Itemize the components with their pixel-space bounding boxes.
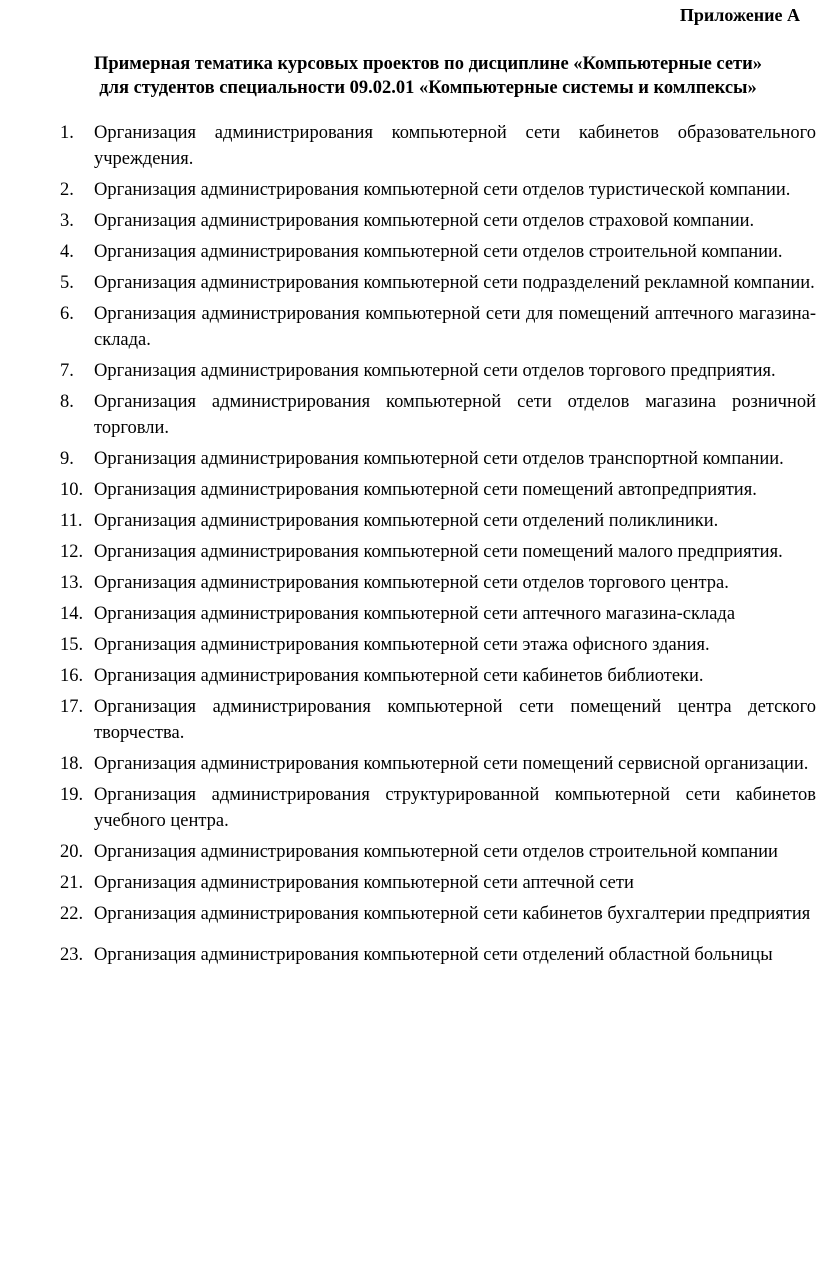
list-item [0,694,816,746]
list-item-text: Организация администрирования компьютерной сети отделов страховой компании. [94,211,755,231]
list-item-number: 4. [60,242,74,262]
list-item [0,239,816,265]
list-item-number: 23. [60,945,84,965]
list-item-number: 1. [60,123,74,143]
list-item-number: 11. [60,511,83,531]
list-item-text: Организация администрирования компьютерной сети помещений автопредприятия. [94,480,757,500]
list-item-text: Организация администрирования компьютерной сети помещений малого предприятия. [94,542,783,562]
list-item-number: 9. [60,449,74,469]
list-item-number: 16. [60,666,84,686]
list-item-text: Организация администрирования компьютерной сети кабинетов бухгалтерии предприятия [94,904,811,924]
list-item [0,663,816,689]
list-item-text: Организация администрирования компьютерной сети помещений сервисной организации. [94,754,809,774]
list-item-text: Организация администрирования компьютерной сети для помещений аптечного магазина-склада. [94,304,816,350]
list-item [0,177,816,203]
topic-list [0,120,816,973]
list-item-text: Организация администрирования компьютерной сети отделов магазина розничной торговли. [94,392,816,438]
list-item-number: 3. [60,211,74,231]
list-item [0,301,816,353]
list-item-text: Организация администрирования компьютерной сети отделов торгового центра. [94,573,729,593]
list-item-text: Организация администрирования компьютерной сети отделов туристической компании. [94,180,791,200]
list-item-text: Организация администрирования компьютерной сети этажа офисного здания. [94,635,710,655]
list-item-text: Организация администрирования компьютерной сети кабинетов образовательного учреждения. [94,123,816,169]
list-item [0,601,816,627]
list-item-text: Организация администрирования компьютерной сети аптечной сети [94,873,634,893]
list-item-text: Организация администрирования компьютерной сети помещений центра детского творчества. [94,697,816,743]
list-item-text: Организация администрирования компьютерной сети аптечного магазина-склада [94,604,736,624]
list-item [0,751,816,777]
list-item [0,358,816,384]
list-item-text: Организация администрирования компьютерной сети отделов транспортной компании. [94,449,784,469]
document-title [30,52,816,100]
list-item [0,632,816,658]
list-item-text: Организация администрирования компьютерной сети отделов строительной компании. [94,242,783,262]
list-item-text: Организация администрирования компьютерной сети подразделений рекламной компании. [94,273,815,293]
list-item [0,539,816,565]
list-item-text: Организация администрирования компьютерной сети отделов торгового предприятия. [94,361,776,381]
list-item-number: 14. [60,604,84,624]
list-item [0,570,816,596]
list-item [0,389,816,441]
list-item-number: 22. [60,904,84,924]
list-item-text: Организация администрирования компьютерной сети отделов строительной компании [94,842,778,862]
list-item-number: 20. [60,842,84,862]
title-line-1: Примерная тематика курсовых проектов по дисциплине «Компьютерные сети» [93,54,763,74]
list-item-text: Организация администрирования компьютерной сети кабинетов библиотеки. [94,666,704,686]
list-item [0,477,816,503]
list-item [0,446,816,472]
list-item [0,208,816,234]
list-item-number: 5. [60,273,74,293]
list-item-text: Организация администрирования структурированной компьютерной сети кабинетов учебного центра. [94,785,816,831]
title-line-2: для студентов специальности 09.02.01 «Компьютерные системы и комлпексы» [99,78,757,98]
list-item-number: 12. [60,542,84,562]
list-item [0,901,816,927]
list-item [0,120,816,172]
list-item-text: Организация администрирования компьютерной сети отделений поликлиники. [94,511,719,531]
list-item-number: 18. [60,754,84,774]
list-item-number: 2. [60,180,74,200]
list-item-text: Организация администрирования компьютерной сети отделений областной больницы [94,945,773,965]
list-item-number: 15. [60,635,84,655]
list-item [0,870,816,896]
list-item [0,839,816,865]
list-item-number: 17. [60,697,84,717]
list-item-number: 21. [60,873,84,893]
list-item-number: 10. [60,480,84,500]
list-item [0,270,816,296]
list-item-number: 7. [60,361,74,381]
appendix-label: Приложение А [679,5,800,25]
list-item-number: 13. [60,573,84,593]
list-item-number: 19. [60,785,84,805]
list-item-number: 8. [60,392,74,412]
list-item [0,508,816,534]
list-item [0,782,816,834]
list-item [0,942,816,968]
list-item-number: 6. [60,304,74,324]
